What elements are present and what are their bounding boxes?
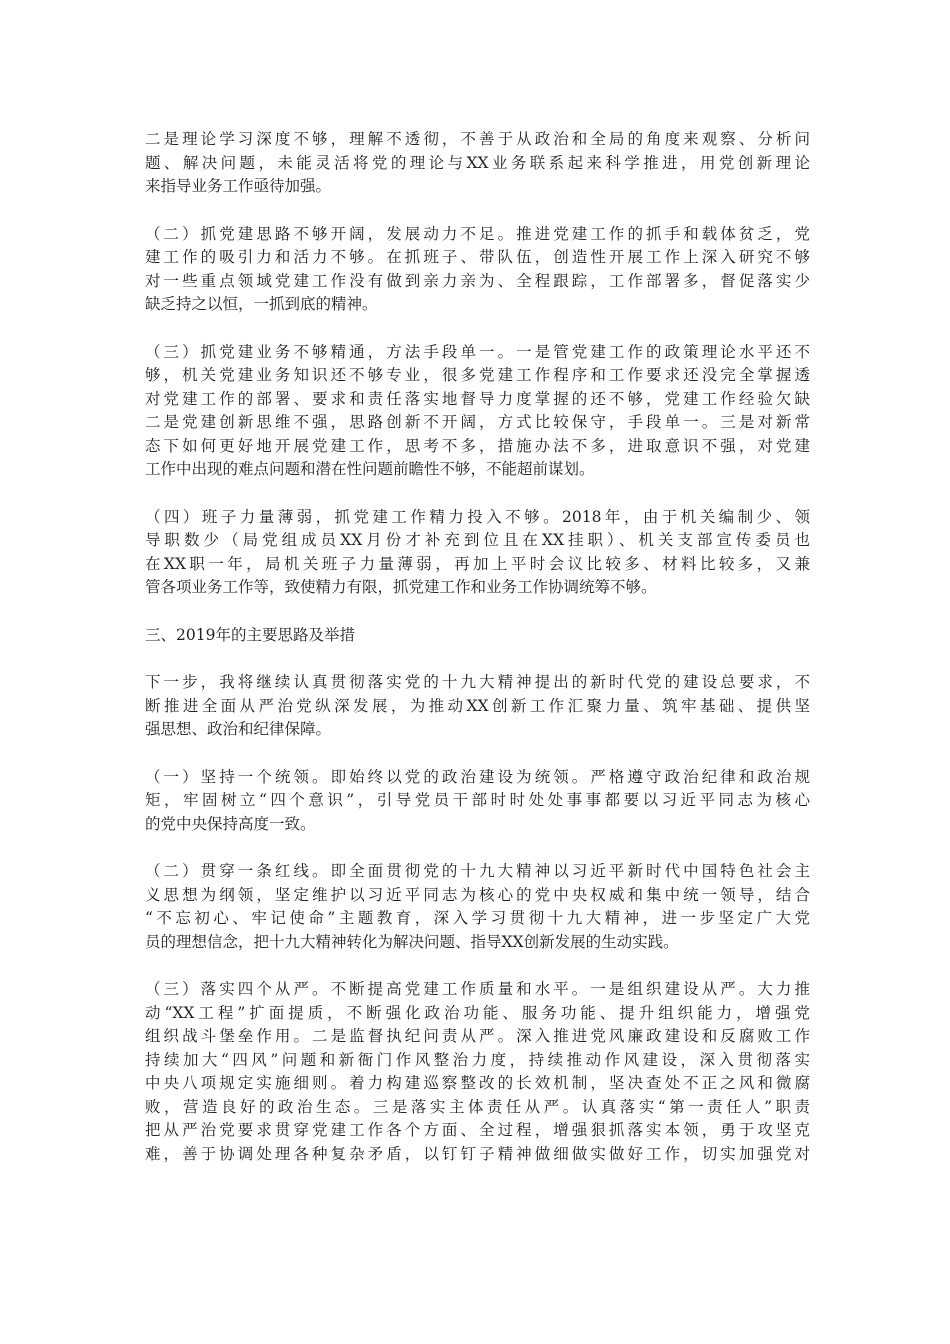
- text-line: 对党建工作的部署、要求和责任落实地督导力度掌握的还不够，党建工作经验欠缺: [145, 389, 810, 408]
- text-line: 够，机关党建业务知识还不够专业，很多党建工作程序和工作要求还没完全掌握透: [145, 366, 810, 384]
- text-line: 工作中出现的难点问题和潜在性问题前瞻性不够，不能超前谋划。: [145, 460, 595, 478]
- paragraph: [145, 978, 810, 1166]
- text-line: 下一步，我将继续认真贯彻落实党的十九大精神提出的新时代党的建设总要求，不: [145, 673, 810, 691]
- paragraph: [145, 671, 810, 742]
- text-line: 持续加大“四风”问题和新衙门作风整治力度，持续推动作风建设，深入贯彻落实: [145, 1050, 810, 1069]
- text-line: 建工作的吸引力和活力不够。在抓班子、带队伍，创造性开展工作上深入研究不够: [145, 248, 810, 266]
- text-line: 败，营造良好的政治生态。三是落实主体责任从严。认真落实“第一责任人”职责: [145, 1097, 810, 1116]
- text-line: 强思想、政治和纪律保障。: [145, 720, 332, 738]
- text-line: （四）班子力量薄弱，抓党建工作精力投入不够。2018年，由于机关编制少、领: [145, 507, 810, 526]
- paragraph: [145, 128, 810, 199]
- text-line: （三）落实四个从严。不断提高党建工作质量和水平。一是组织建设从严。大力推: [145, 980, 810, 998]
- text-line: 缺乏持之以恒，一抓到底的精神。: [145, 295, 378, 313]
- paragraph: [145, 341, 810, 482]
- text-line: 的党中央保持高度一致。: [145, 814, 316, 833]
- text-line: 管各项业务工作等，致使精力有限，抓党建工作和业务工作协调统筹不够。: [145, 578, 657, 596]
- text-line: 义思想为纲领，坚定维护以习近平同志为核心的党中央权威和集中统一领导，结合: [145, 885, 810, 904]
- text-line: 三、2019年的主要思路及举措: [145, 625, 355, 644]
- text-line: 员的理想信念，把十九大精神转化为解决问题、指导XX创新发展的生动实践。: [145, 932, 679, 951]
- text-line: （二）抓党建思路不够开阔，发展动力不足。推进党建工作的抓手和载体贫乏，党: [145, 224, 810, 243]
- text-line: 难，善于协调处理各种复杂矛盾，以钉钉子精神做细做实做好工作，切实加强党对: [145, 1144, 810, 1163]
- text-line: 组织战斗堡垒作用。二是监督执纪问责从严。深入推进党风廉政建设和反腐败工作: [145, 1027, 810, 1045]
- text-line: 导职数少（局党组成员XX月份才补充到位且在XX挂职）、机关支部宣传委员也: [145, 531, 810, 549]
- paragraph: [145, 223, 810, 317]
- text-line: “不忘初心、牢记使命”主题教育，深入学习贯彻十九大精神，进一步坚定广大党: [145, 909, 810, 927]
- document-body: [145, 128, 810, 1190]
- text-line: （一）坚持一个统领。即始终以党的政治建设为统领。严格遵守政治纪律和政治规: [145, 767, 810, 786]
- paragraph: [145, 766, 810, 837]
- text-line: （二）贯穿一条红线。即全面贯彻党的十九大精神以习近平新时代中国特色社会主: [145, 862, 810, 880]
- paragraph: [145, 506, 810, 600]
- text-line: 来指导业务工作亟待加强。: [145, 177, 332, 195]
- text-line: 态下如何更好地开展党建工作，思考不多，措施办法不多，进取意识不强，对党建: [145, 436, 810, 455]
- text-line: 二是党建创新思维不强，思路创新不开阔，方式比较保守，手段单一。三是对新常: [145, 413, 810, 431]
- text-line: （三）抓党建业务不够精通，方法手段单一。一是管党建工作的政策理论水平还不: [145, 342, 810, 361]
- text-line: 动“XX工程”扩面提质，不断强化政治功能、服务功能、提升组织能力，增强党: [145, 1003, 810, 1022]
- text-line: 断推进全面从严治党纵深发展，为推动XX创新工作汇聚力量、筑牢基础、提供坚: [145, 696, 810, 715]
- text-line: 二是理论学习深度不够，理解不透彻，不善于从政治和全局的角度来观察、分析问: [145, 130, 810, 148]
- text-line: 把从严治党要求贯穿党建工作各个方面、全过程，增强狠抓落实本领，勇于攻坚克: [145, 1121, 810, 1139]
- text-line: 中央八项规定实施细则。着力构建巡察整改的长效机制，坚决查处不正之风和微腐: [145, 1074, 810, 1092]
- text-line: 对一些重点领域党建工作没有做到亲力亲为、全程跟踪，工作部署多，督促落实少: [145, 271, 810, 290]
- text-line: 题、解决问题，未能灵活将党的理论与XX业务联系起来科学推进，用党创新理论: [145, 153, 810, 172]
- paragraph: [145, 860, 810, 954]
- section-heading: [145, 624, 810, 648]
- text-line: 矩，牢固树立“四个意识”，引导党员干部时时处处事事都要以习近平同志为核心: [145, 791, 810, 809]
- text-line: 在XX职一年，局机关班子力量薄弱，再加上平时会议比较多、材料比较多，又兼: [145, 554, 810, 573]
